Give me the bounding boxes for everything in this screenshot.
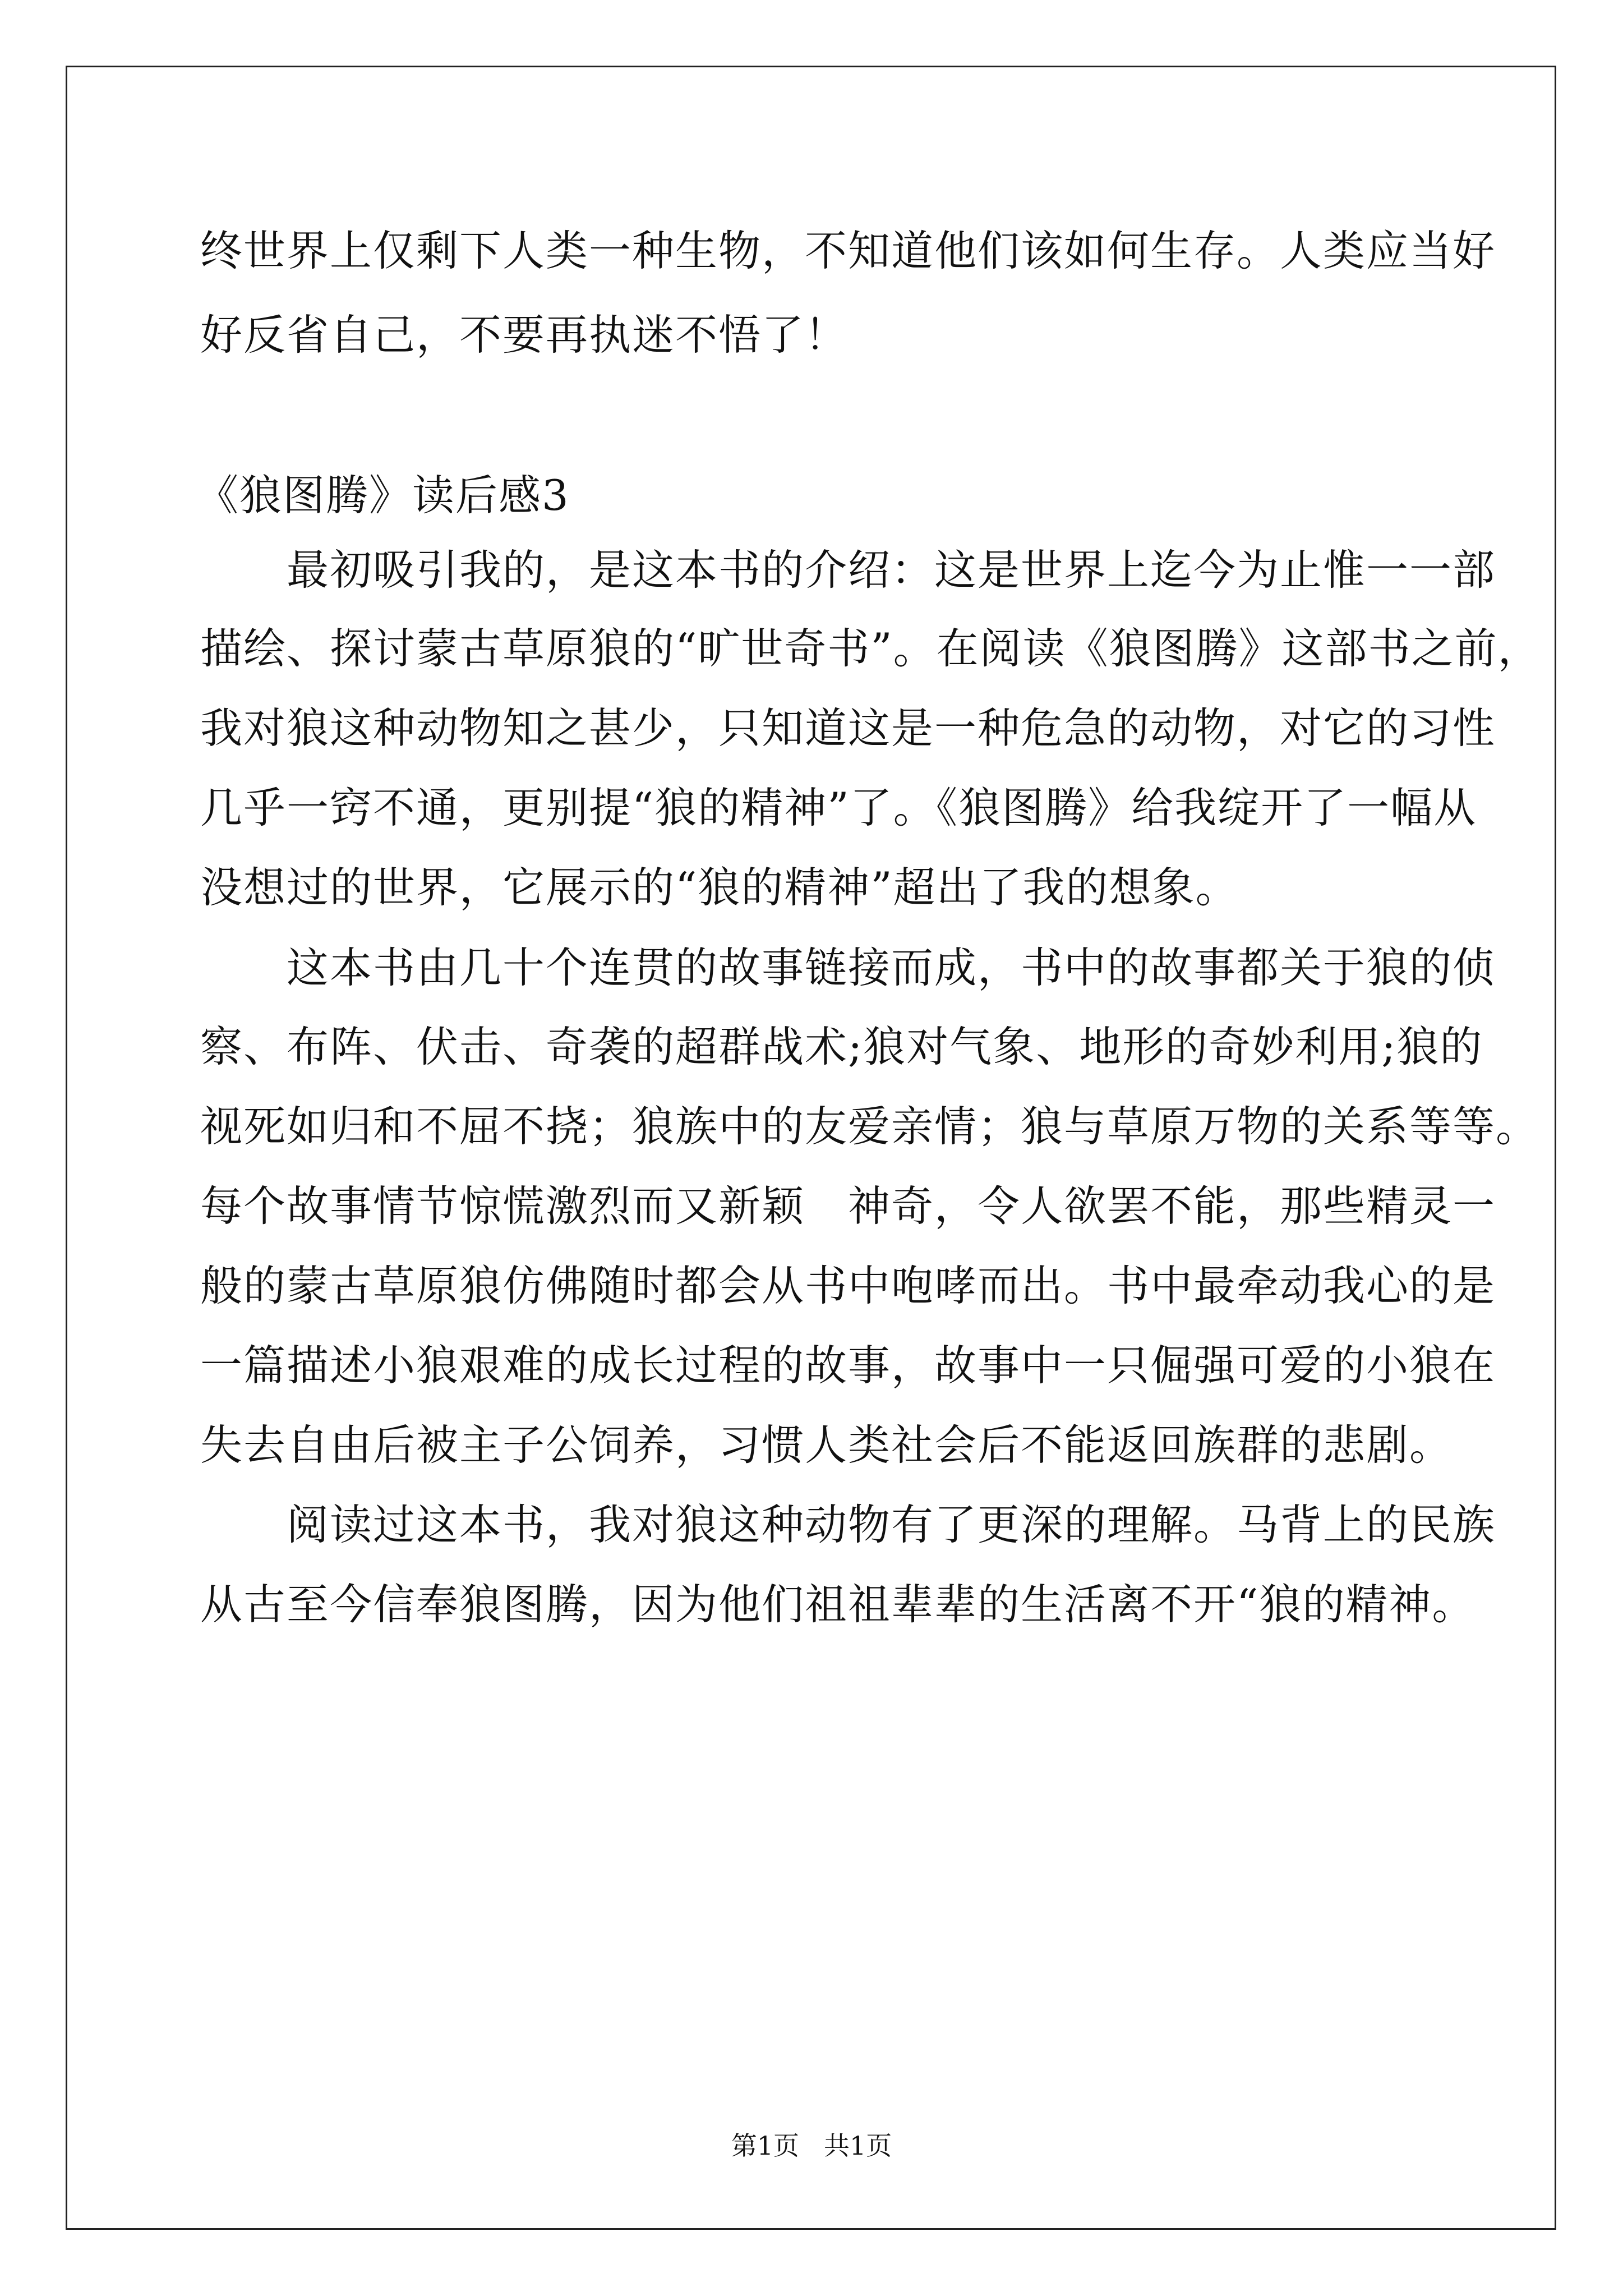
text-line: 这本书由几十个连贯的故事链接而成，书中的故事都关于狼的侦: [200, 943, 1496, 992]
page-number: 第1页: [731, 2131, 799, 2161]
text-line: 我对狼这种动物知之甚少，只知道这是一种危急的动物，对它的习性: [200, 703, 1496, 753]
text-line: 察、布阵、伏击、奇袭的超群战术;狼对气象、地形的奇妙利用;狼的: [200, 1022, 1483, 1071]
text-line: 几乎一窍不通，更别提“狼的精神”了。《狼图腾》给我绽开了一幅从: [200, 783, 1477, 832]
text-line: 阅读过这本书，我对狼这种动物有了更深的理解。马背上的民族: [200, 1500, 1496, 1549]
text-line: 描绘、探讨蒙古草原狼的“旷世奇书”。在阅读《狼图腾》这部书之前，: [200, 624, 1541, 673]
page-footer: [0, 2129, 1623, 2162]
text-line: 没想过的世界，它展示的“狼的精神”超出了我的想象。: [200, 863, 1239, 912]
text-line: 好反省自己，不要再执迷不悟了！: [200, 310, 849, 360]
text-line: 一篇描述小狼艰难的成长过程的故事，故事中一只倔强可爱的小狼在: [200, 1341, 1496, 1390]
text-line: 每个故事情节惊慌激烈而又新颖 神奇，令人欲罢不能，那些精灵一: [200, 1181, 1496, 1231]
text-line: 视死如归和不屈不挠；狼族中的友爱亲情；狼与草原万物的关系等等。: [200, 1102, 1539, 1151]
section-heading: 《狼图腾》读后感3: [196, 471, 570, 520]
text-line: 从古至今信奉狼图腾，因为他们祖祖辈辈的生活离不开“狼的精神。: [200, 1580, 1476, 1629]
text-line: 终世界上仅剩下人类一种生物，不知道他们该如何生存。人类应当好: [200, 226, 1496, 275]
text-line: 般的蒙古草原狼仿佛随时都会从书中咆哮而出。书中最牵动我心的是: [200, 1261, 1496, 1310]
text-line: 失去自由后被主子公饲养，习惯人类社会后不能返回族群的悲剧。: [200, 1420, 1453, 1470]
page-total: 共1页: [824, 2131, 892, 2161]
text-line: 最初吸引我的，是这本书的介绍：这是世界上迄今为止惟一一部: [200, 545, 1496, 595]
